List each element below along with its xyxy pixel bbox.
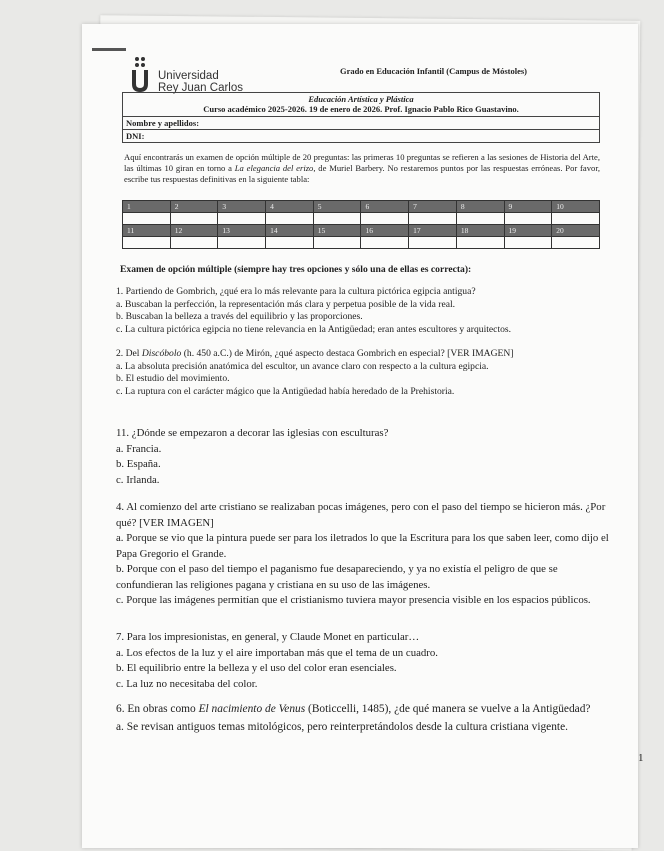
answer-cell[interactable]	[504, 213, 552, 225]
prompt-prefix: 2. Del	[116, 348, 142, 359]
option-b: b. Buscaban la belleza a través del equilibrio y las proporciones.	[116, 311, 363, 322]
instructions	[124, 152, 600, 185]
option-b: b. El estudio del movimiento.	[116, 373, 230, 384]
answer-number: 5	[313, 201, 361, 213]
answer-cell[interactable]	[361, 213, 409, 225]
answer-header-row-2	[123, 225, 600, 237]
answer-number: 19	[504, 225, 552, 237]
answer-input-row-1	[123, 213, 600, 225]
answer-cell[interactable]	[266, 213, 314, 225]
answer-cell[interactable]	[552, 213, 600, 225]
university-name	[158, 70, 243, 94]
answer-cell[interactable]	[361, 237, 409, 249]
answer-cell[interactable]	[504, 237, 552, 249]
option-a: a. Se revisan antiguos temas mitológicos, pero reinterpretándolos desde la cultura cristiana vigente.	[116, 721, 569, 733]
dni-field[interactable]: DNI:	[126, 131, 145, 141]
option-c: c. La ruptura con el carácter mágico que la Antigüedad había heredado de la Prehistoria.	[116, 385, 455, 397]
question-prompt	[116, 700, 616, 718]
instructions-text-1: Aquí encontrarás un examen de opción múltiple de 20 preguntas: las primeras 10 preguntas se refieren a las sesiones de Historia del Arte, las últimas 10 giran en torno a	[124, 152, 600, 173]
prompt-suffix: (Boticcelli, 1485), ¿de qué manera se vuelve a la Antigüedad?	[305, 703, 591, 715]
option-c: c. Porque las imágenes permitían que el cristianismo tuviera mayor presencia visible en los espacios públicos.	[116, 594, 591, 606]
answer-number: 9	[504, 201, 552, 213]
exam-info-box	[122, 92, 600, 143]
answer-number: 8	[456, 201, 504, 213]
answer-cell[interactable]	[123, 237, 171, 249]
answer-cell[interactable]	[218, 213, 266, 225]
answer-number: 13	[218, 225, 266, 237]
answer-number: 7	[409, 201, 457, 213]
question-prompt: 4. Al comienzo del arte cristiano se realizaban pocas imágenes, pero con el paso del tiempo se hicieron más. ¿Por qué? [VER IMAGEN]	[116, 501, 606, 529]
course-row	[123, 93, 599, 117]
answer-cell[interactable]	[123, 213, 171, 225]
option-a: a. La absoluta precisión anatómica del escultor, un avance claro con respecto a la cultura egipcia.	[116, 360, 489, 372]
answer-cell[interactable]	[218, 237, 266, 249]
question-prompt	[116, 348, 616, 361]
instructions-text-2: , de Muriel Barbery. No restaremos puntos por las respuestas erróneas. Por favor, escribe tus respuestas definitivas en la siguiente tabla:	[124, 163, 600, 184]
answer-number: 11	[123, 225, 171, 237]
question-block-3	[116, 426, 616, 488]
question-prompt: 11. ¿Dónde se empezaron a decorar las iglesias con esculturas?	[116, 427, 389, 439]
question-block-5	[116, 630, 616, 692]
option-a: a. Porque se vio que la pintura puede ser para los iletrados lo que la Escritura para los que saben leer, como dijo el Papa Gregorio el Grande.	[116, 532, 609, 560]
artwork-title: Discóbolo	[141, 348, 182, 359]
answer-number: 18	[456, 225, 504, 237]
university-name-line2: Rey Juan Carlos	[158, 82, 244, 94]
book-title: La elegancia del erizo	[234, 163, 314, 173]
answer-cell[interactable]	[170, 213, 218, 225]
answer-number: 15	[313, 225, 361, 237]
staple-mark	[92, 48, 126, 51]
urjc-logo-icon	[128, 54, 154, 94]
option-a: a. Francia.	[116, 442, 162, 455]
answer-table	[122, 200, 600, 249]
answer-cell[interactable]	[409, 237, 457, 249]
question-block-6	[116, 700, 616, 736]
prompt-suffix: (h. 450 a.C.) de Mirón, ¿qué aspecto destaca Gombrich en especial? [VER IMAGEN]	[181, 348, 514, 359]
option-c: c. La cultura pictórica egipcia no tiene relevancia en la Antigüedad; eran antes escultores y arquitectos.	[116, 323, 512, 335]
option-a: a. Los efectos de la luz y el aire importaban más que el tema de un cuadro.	[116, 646, 438, 659]
answer-cell[interactable]	[409, 213, 457, 225]
answer-number: 6	[361, 201, 409, 213]
question-block-1	[116, 286, 616, 336]
question-block-2	[116, 348, 616, 398]
answer-number: 20	[552, 225, 600, 237]
answer-cell[interactable]	[313, 237, 361, 249]
answer-number: 4	[266, 201, 314, 213]
option-b: b. El equilibrio entre la belleza y el uso del color eran esenciales.	[116, 662, 397, 674]
answer-number: 2	[170, 201, 218, 213]
course-line: Curso académico 2025-2026. 19 de enero de 2026. Prof. Ignacio Pablo Rico Guastavino.	[203, 104, 519, 114]
answer-header-row-1	[123, 201, 600, 213]
answer-cell[interactable]	[170, 237, 218, 249]
question-block-4	[116, 500, 616, 609]
option-b: b. España.	[116, 458, 161, 470]
option-c: c. Irlanda.	[116, 473, 160, 486]
question-prompt: 7. Para los impresionistas, en general, y Claude Monet en particular…	[116, 631, 420, 643]
answer-number: 17	[409, 225, 457, 237]
answer-number: 10	[552, 201, 600, 213]
answer-cell[interactable]	[456, 237, 504, 249]
degree-title: Grado en Educación Infantil (Campus de Móstoles)	[340, 66, 528, 76]
answer-number: 14	[266, 225, 314, 237]
answer-number: 1	[123, 201, 171, 213]
answer-cell[interactable]	[456, 213, 504, 225]
page-number: 1	[638, 752, 644, 764]
option-b: b. Porque con el paso del tiempo el paganismo fue desapareciendo, y ya no existía el peligro de que se confundieran las religiones pagana y cristiana en su uso de las imágenes.	[116, 563, 558, 591]
answer-number: 16	[361, 225, 409, 237]
option-c: c. La luz no necesitaba del color.	[116, 677, 258, 690]
prompt-prefix: 6. En obras como	[116, 703, 199, 715]
option-a: a. Buscaban la perfección, la representación más clara y perpetua posible de la vida real.	[116, 298, 456, 310]
subject-title: Educación Artística y Plástica	[308, 94, 414, 104]
exam-page	[82, 24, 644, 848]
answer-cell[interactable]	[552, 237, 600, 249]
artwork-title: El nacimiento de Venus	[198, 703, 306, 715]
answer-cell[interactable]	[313, 213, 361, 225]
answer-number: 3	[218, 201, 266, 213]
answer-number: 12	[170, 225, 218, 237]
section-title: Examen de opción múltiple (siempre hay tres opciones y sólo una de ellas es correcta):	[120, 264, 472, 275]
name-field[interactable]: Nombre y apellidos:	[123, 117, 599, 130]
answer-input-row-2	[123, 237, 600, 249]
question-prompt: 1. Partiendo de Gombrich, ¿qué era lo más relevante para la cultura pictórica egipcia antigua?	[116, 286, 476, 297]
answer-cell[interactable]	[266, 237, 314, 249]
university-name-line1: Universidad	[158, 70, 219, 82]
